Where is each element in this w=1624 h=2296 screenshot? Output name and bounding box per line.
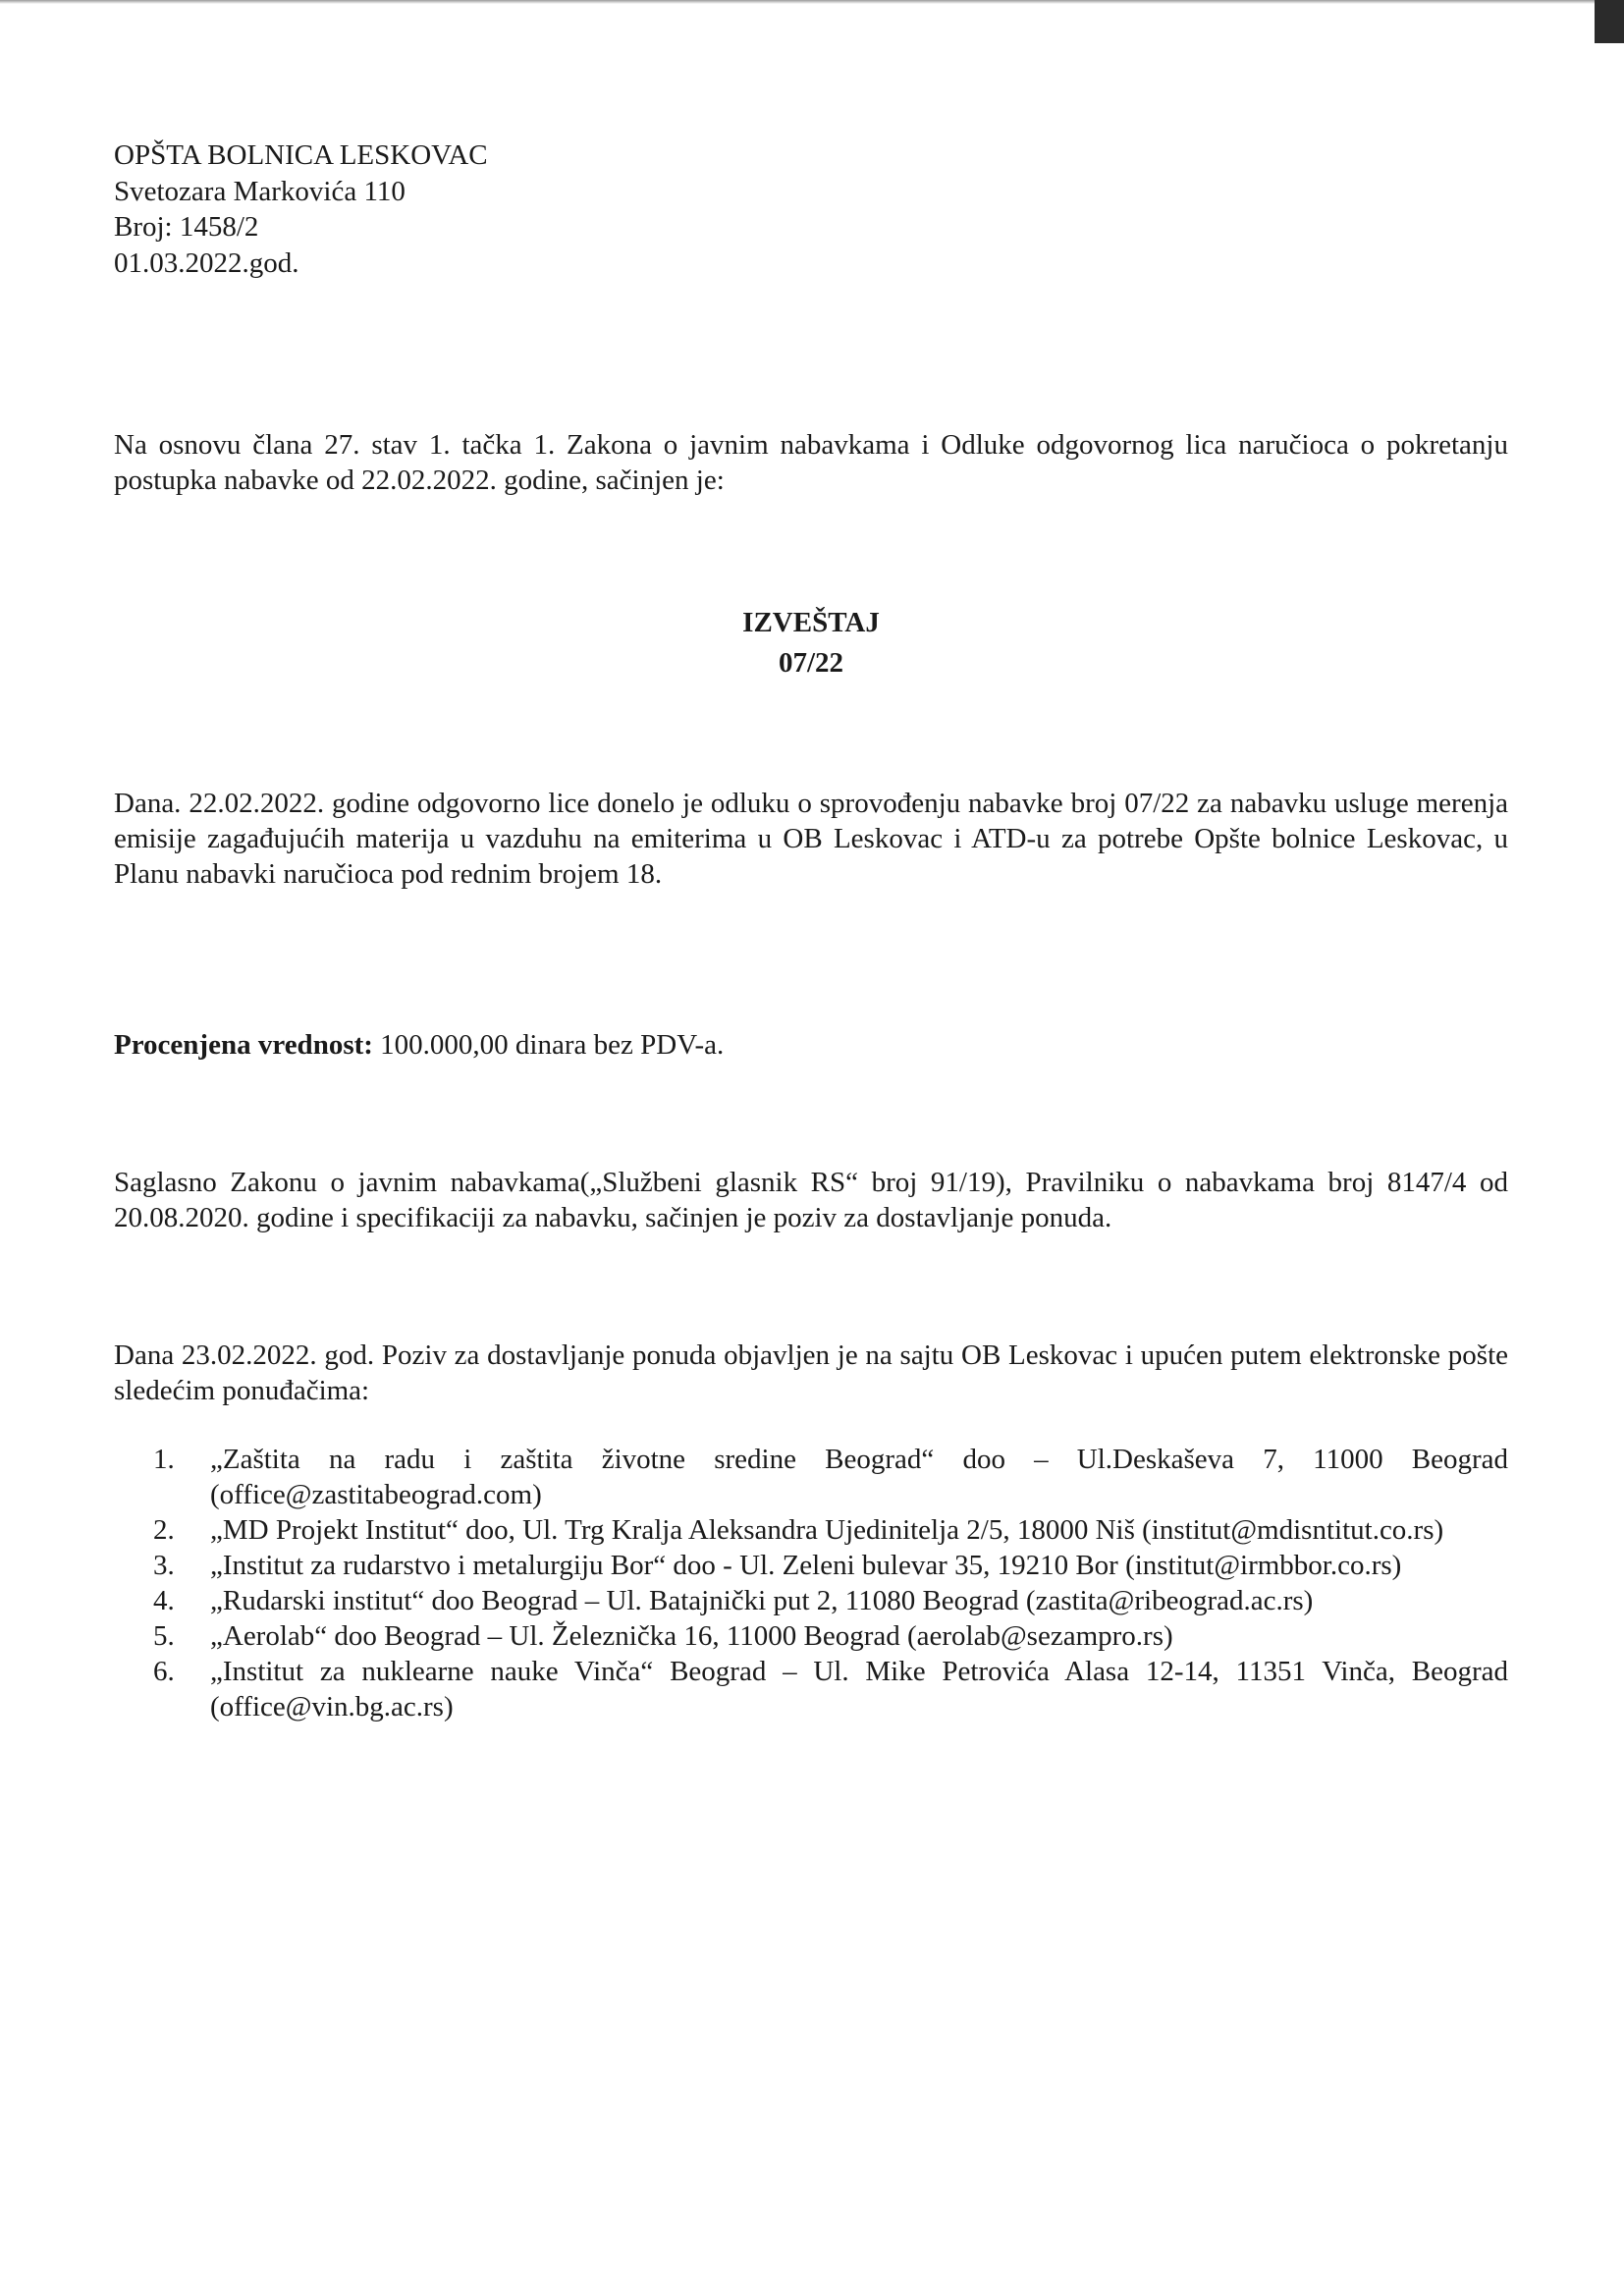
list-item-text: „Institut za nuklearne nauke Vinča“ Beograd – Ul. Mike Petrovića Alasa 12-14, 11351 Vinča, Beograd (office@vin.bg.ac.rs) bbox=[210, 1655, 1508, 1722]
document-number: Broj: 1458/2 bbox=[114, 211, 259, 244]
list-item-number: 1. bbox=[153, 1443, 175, 1475]
institution-address: Svetozara Markovića 110 bbox=[114, 175, 406, 207]
list-item bbox=[153, 1513, 1508, 1549]
list-item-number: 4. bbox=[153, 1584, 175, 1616]
list-item bbox=[153, 1584, 1508, 1619]
scan-edge-top bbox=[0, 0, 1624, 4]
list-item-number: 2. bbox=[153, 1513, 175, 1546]
decision-paragraph: Dana. 22.02.2022. godine odgovorno lice donelo je odluku o sprovođenju nabavke broj 07/22 za nabavku usluge merenja emisije zagađujućih materija u vazduhu na emiterima u OB Leskovac i ATD-u za potrebe Opšte bolnice Leskovac, u Planu nabavki naručioca pod rednim brojem 18. bbox=[114, 788, 1508, 891]
list-item bbox=[153, 1655, 1508, 1725]
list-item bbox=[153, 1549, 1508, 1584]
list-item-text: „Zaštita na radu i zaštita životne sredine Beograd“ doo – Ul.Deskaševa 7, 11000 Beograd (office@zastitabeograd.com) bbox=[210, 1443, 1508, 1510]
report-title-heading: IZVEŠTAJ bbox=[742, 607, 880, 639]
list-item-number: 6. bbox=[153, 1655, 175, 1687]
invitation-paragraph: Dana 23.02.2022. god. Poziv za dostavljanje ponuda objavljen je na sajtu OB Leskovac i upućen putem elektronske pošte sledećim ponuđačima: bbox=[114, 1339, 1508, 1406]
bidders-list bbox=[114, 1443, 1508, 1725]
list-item-text: „Rudarski institut“ doo Beograd – Ul. Batajnički put 2, 11080 Beograd (zastita@ribeograd.ac.rs) bbox=[210, 1584, 1314, 1616]
legal-basis-paragraph: Saglasno Zakonu o javnim nabavkama(„Službeni glasnik RS“ broj 91/19), Pravilniku o nabavkama broj 8147/4 od 20.08.2020. godine i specifikaciji za nabavku, sačinjen je poziv za dostavljanje ponuda. bbox=[114, 1167, 1508, 1233]
institution-name: OPŠTA BOLNICA LESKOVAC bbox=[114, 139, 488, 171]
document-page bbox=[114, 137, 1508, 1724]
list-item bbox=[153, 1619, 1508, 1655]
list-item-number: 3. bbox=[153, 1549, 175, 1581]
estimated-value-amount: 100.000,00 dinara bez PDV-a. bbox=[380, 1029, 725, 1062]
list-item-text: „Institut za rudarstvo i metalurgiju Bor“ doo - Ul. Zeleni bulevar 35, 19210 Bor (institut@irmbbor.co.rs) bbox=[210, 1549, 1402, 1581]
document-header bbox=[114, 137, 1508, 281]
estimated-value-label: Procenjena vrednost: bbox=[114, 1029, 373, 1062]
list-item-number: 5. bbox=[153, 1619, 175, 1652]
intro-paragraph: Na osnovu člana 27. stav 1. tačka 1. Zakona o javnim nabavkama i Odluke odgovornog lica naručioca o pokretanju postupka nabavke od 22.02.2022. godine, sačinjen je: bbox=[114, 429, 1508, 497]
list-item-text: „Aerolab“ doo Beograd – Ul. Železnička 16, 11000 Beograd (aerolab@sezampro.rs) bbox=[210, 1619, 1173, 1652]
list-item-text: „MD Projekt Institut“ doo, Ul. Trg Kralja Aleksandra Ujedinitelja 2/5, 18000 Niš (institut@mdisntitut.co.rs) bbox=[210, 1513, 1444, 1546]
report-title-number: 07/22 bbox=[778, 646, 844, 679]
list-item bbox=[153, 1443, 1508, 1513]
estimated-value bbox=[114, 1028, 1508, 1064]
document-date: 01.03.2022.god. bbox=[114, 246, 299, 279]
report-title bbox=[114, 603, 1508, 683]
scan-edge-corner bbox=[1595, 0, 1624, 43]
